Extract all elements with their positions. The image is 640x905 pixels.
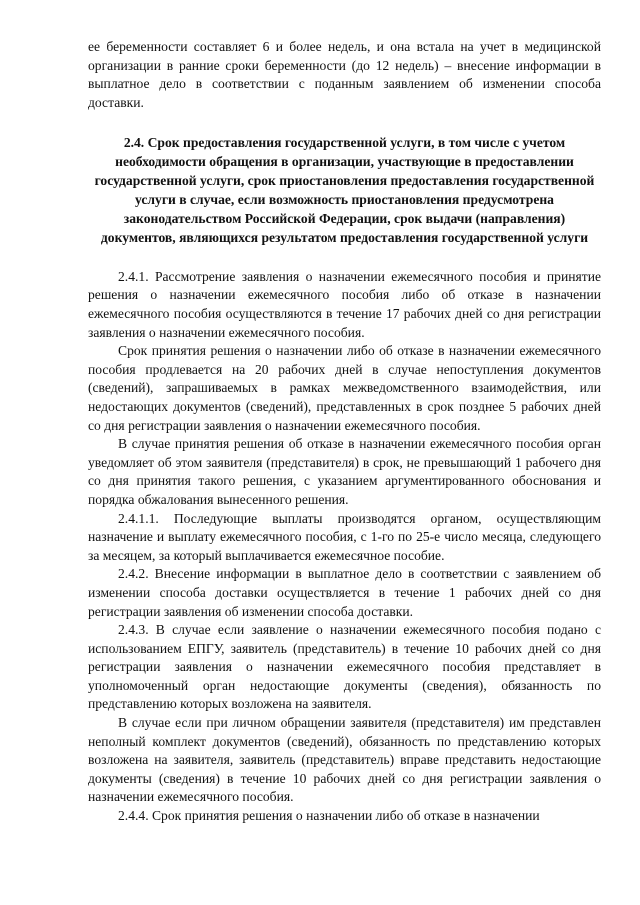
paragraph-personal-visit: В случае если при личном обращении заявителя (представителя) им представлен неполный комплект документов (сведений), обязанность по представлению которых возложена на заявителя, заявитель (представитель) вправе представить недостающие документы (сведения) в течение 10 рабочих дней со дня регистрации заявления о назначении ежемесячного пособия.: [88, 715, 601, 805]
intro-paragraph: ее беременности составляет 6 и более недель, и она встала на учет в медицинской организации в ранние сроки беременности (до 12 недель) – внесение информации в выплатное дело в соответствии с поданным заявлением об изменении способа доставки.: [88, 39, 601, 110]
paragraph-refusal-notice: В случае принятия решения об отказе в назначении ежемесячного пособия орган уведомляет об этом заявителя (представителя) в срок, не превышающий 1 рабочего дня со дня принятия такого решения, с указанием аргументированного обоснования и порядка обжалования вынесенного решения.: [88, 436, 601, 507]
paragraph-2-4-3: 2.4.3. В случае если заявление о назначении ежемесячного пособия подано с использованием ЕПГУ, заявитель (представитель) в течение 10 рабочих дней со дня регистрации заявления о назначении ежемесячного пособия представляет в уполномоченный орган недостающие документы (сведения), обязанность по представлению которых возложена на заявителя.: [88, 622, 601, 712]
paragraph-2-4-4: 2.4.4. Срок принятия решения о назначении либо об отказе в назначении: [118, 808, 540, 824]
section-heading: 2.4. Срок предоставления государственной услуги, в том числе с учетом необходимости обращения в организации, участвующие в предоставлении государственной услуги, срок приостановления предоставления государственной услуги в случае, если возможность приостановления предусмотрена законодательством Российской Федерации, срок выдачи (направления) документов, являющихся результатом предоставления государственной услуги: [94, 135, 595, 245]
paragraph-2-4-2: 2.4.2. Внесение информации в выплатное дело в соответствии с заявлением об изменении способа доставки осуществляется в течение 1 рабочих дней со дня регистрации заявления об изменении способа доставки.: [88, 566, 601, 619]
paragraph-extension-term: Срок принятия решения о назначении либо об отказе в назначении ежемесячного пособия продлевается на 20 рабочих дней в случае непоступления документов (сведений), запрашиваемых в рамках межведомственного взаимодействия, или недостающих документов (сведений), представленных в срок позднее 5 рабочих дней со дня регистрации заявления о назначении ежемесячного пособия.: [88, 343, 601, 433]
paragraph-2-4-1: 2.4.1. Рассмотрение заявления о назначении ежемесячного пособия и принятие решения о назначении ежемесячного пособия либо об отказе в назначении ежемесячного пособия осуществляются в течение 17 рабочих дней со дня регистрации заявления о назначении ежемесячного пособия.: [88, 268, 601, 340]
document-body: [88, 38, 601, 826]
paragraph-2-4-1-1: 2.4.1.1. Последующие выплаты производятся органом, осуществляющим назначение и выплату ежемесячного пособия, с 1-го по 25-е число месяца, следующего за месяцем, за который выплачивается ежемесячное пособие.: [88, 510, 601, 563]
